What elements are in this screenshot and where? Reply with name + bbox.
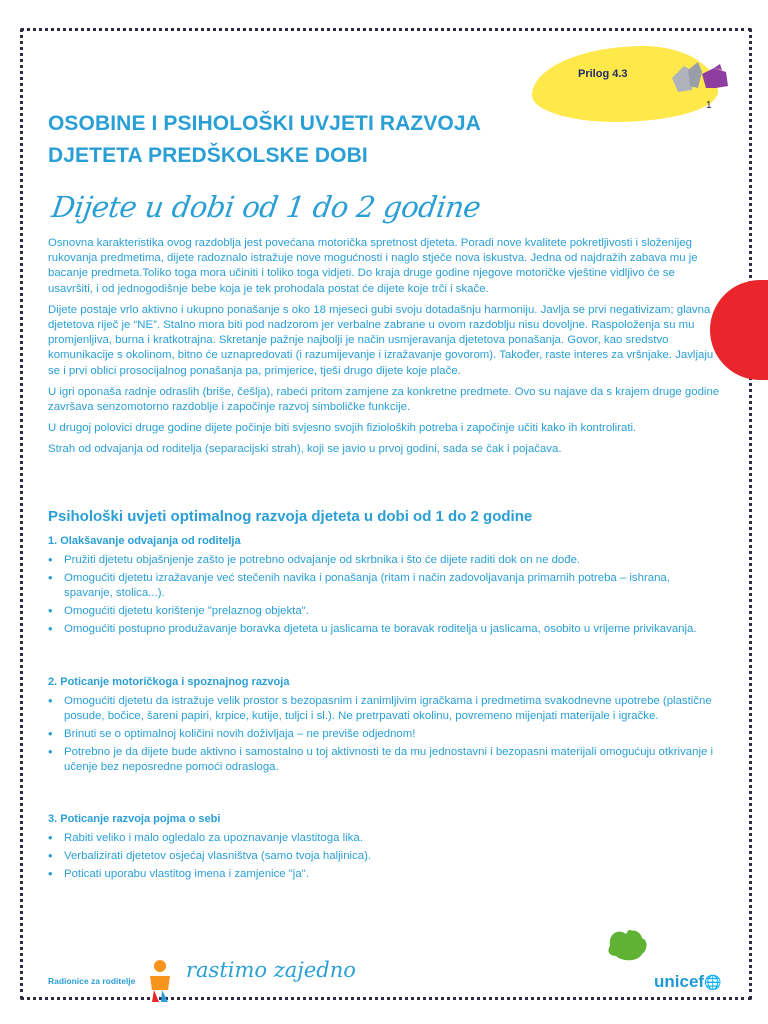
list-item: • Omogućiti djetetu da istražuje velik prostor s bezopasnim i zanimljivim igračkama i predmetima svakodnevne upotrebe (plastične posude, bočice, šareni papiri, krpice, kutije, tuljci i sl.). Ne pretrpavati okolinu, povremeno mijenjati materijale i igračke. [48,694,720,724]
child-logo-icon [146,958,176,1004]
intro-paragraph-5: Strah od odvajanja od roditelja (separacijski strah), koji se javio u prvoj godini, sada se čak i pojačava. [48,443,562,456]
globe-icon: 🌐 [704,974,722,990]
list-item: • Rabiti veliko i malo ogledalo za upoznavanje vlastitoga lika. [48,831,720,846]
title-line-2: DJETETA PREDŠKOLSKE DOBI [48,144,368,167]
prilog-label: Prilog 4.3 [578,68,628,80]
intro-paragraph-4: U drugoj polovici druge godine dijete počinje biti svjesno svojih fizioloških potreba i započinje učiti kako ih kontrolirati. [48,422,637,435]
list-item: • Brinuti se o optimalnoj količini novih doživljaja – ne previše odjednom! [48,727,720,742]
intro-paragraph-2: Dijete postaje vrlo aktivno i ukupno ponašanje s oko 18 mjeseci gubi svoju dotadašnju harmoniju. Javlja se prvi negativizam; glavna djetetova riječ je “NE”. Stalno mora biti pod nadzorom jer verbalne zabrane u ovom razdoblju nisu dovoljne. Raspoloženja su mu promjenljiva, burna i kratkotrajna. Skretanje pažnje najbolji je način usmjeravanja djetetova ponašanja. Govor, kao sredstvo komunikacije s okolinom, bitno će uznapredovati (i razumijevanje i izražavanje govorom). Također, raste interes za vršnjake. Javljaju se i prvi oblici prosocijalnog ponašanja pa, primjerice, tješi drugo dijete koje plače. [48,303,714,377]
frog-logo-icon [604,924,650,964]
section-1-list [48,553,720,637]
list-item: • Potrebno je da dijete bude aktivno i samostalno u toj aktivnosti te da mu jednostavni i bezopasni materijali omogućuju otkrivanje i učenje bez neposredne pomoći odrasloga. [48,745,720,775]
page-title [48,108,608,172]
section-heading: Psihološki uvjeti optimalnog razvoja djeteta u dobi od 1 do 2 godine [48,508,533,525]
section-3-title: 3. Poticanje razvoja pojma o sebi [48,813,221,825]
section-2-list [48,694,720,775]
title-line-1: OSOBINE I PSIHOLOŠKI UVJETI RAZVOJA [48,112,481,135]
unicef-text: unicef [654,972,705,991]
decorative-flags-icon [668,58,732,102]
list-item: • Verbalizirati djetetov osjećaj vlasništva (samo tvoja haljinica). [48,849,720,864]
list-item: • Omogućiti djetetu izražavanje već stečenih navika i ponašanja (ritam i način zadovoljavanja primarnih potreba – ishrana, spavanje, stolica...). [48,571,720,601]
intro-paragraph-3: U igri oponaša radnje odraslih (briše, češlja), rabeći pritom zamjene za konkretne predmete. Ovo su najave da s krajem druge godine završava senzomotorno razdoblje i započinje razvoj simboličke funkcije. [48,385,720,414]
section-3-list [48,831,720,882]
rastimo-zajedno-logo: rastimo zajedno [186,958,356,982]
intro-paragraph-1: Osnovna karakteristika ovog razdoblja jest povećana motorička spretnost djeteta. Poradi nove kvalitete pokretljivosti i složenijeg rukovanja predmetima, dijete radoznalo istražuje nove mogućnosti i naglo stječe nova iskustva. Jedna od najdražih zabava mu je bacanje predmeta.Toliko toga mora učiniti i toliko toga vidjeti. Do kraja druge godine njegove motoričke vještine vidljivo će se usavršiti, i od jednogodišnje bebe koja je tek prohodala postat će dijete koje trči i skače. [48,237,698,295]
list-item: • Omogućiti djetetu korištenje "prelaznog objekta". [48,604,720,619]
footer-left-text: Radionice za roditelje [48,976,136,986]
list-item: • Poticati uporabu vlastitog imena i zamjenice "ja". [48,867,720,882]
list-item: • Omogućiti postupno produžavanje boravka djeteta u jaslicama te boravak roditelja u jaslicama, osobito u vrijeme privikavanja. [48,622,720,637]
section-2-title: 2. Poticanje motoričkoga i spoznajnog razvoja [48,676,290,688]
section-2 [48,675,720,778]
handwritten-heading: Dijete u dobi od 1 do 2 godine [49,190,483,224]
page-number: 1 [706,100,712,111]
list-item: • Pružiti djetetu objašnjenje zašto je potrebno odvajanje od skrbnika i što će dijete raditi dok on ne dođe. [48,553,720,568]
unicef-logo [654,972,722,992]
section-3 [48,812,720,885]
section-1-title: 1. Olakšavanje odvajanja od roditelja [48,535,241,547]
intro-text [48,236,720,464]
section-1 [48,534,720,640]
